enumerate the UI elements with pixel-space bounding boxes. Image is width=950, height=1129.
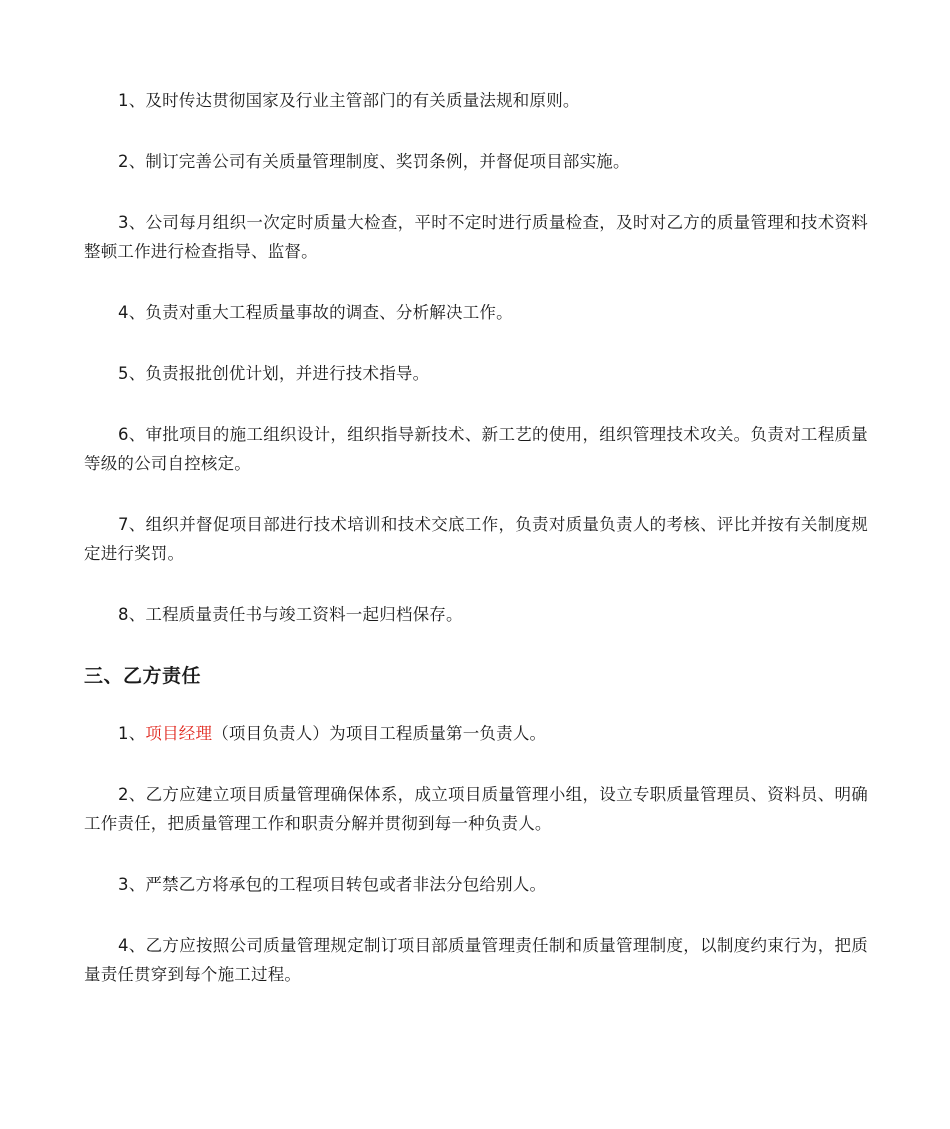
paragraph-7: 7、组织并督促项目部进行技术培训和技术交底工作，负责对质量负责人的考核、评比并按有关制度规定进行奖罚。 [84,515,868,563]
party-b-item-1 [84,719,868,748]
section-heading: 三、乙方责任 [84,665,202,687]
item1-prefix: 1、 [118,724,146,743]
document-page [84,86,868,1021]
paragraph-3: 3、公司每月组织一次定时质量大检查，平时不定时进行质量检查，及时对乙方的质量管理和技术资料整顿工作进行检查指导、监督。 [84,213,868,261]
paragraph-1: 1、及时传达贯彻国家及行业主管部门的有关质量法规和原则。 [118,91,580,110]
item1-suffix: （项目负责人）为项目工程质量第一负责人。 [212,724,547,743]
party-b-item-2: 2、乙方应建立项目质量管理确保体系，成立项目质量管理小组，设立专职质量管理员、资料员、明确工作责任，把质量管理工作和职责分解并贯彻到每一种负责人。 [84,785,868,833]
project-manager-highlight: 项目经理 [145,724,213,743]
paragraph-2: 2、制订完善公司有关质量管理制度、奖罚条例，并督促项目部实施。 [118,152,630,171]
paragraph-6: 6、审批项目的施工组织设计，组织指导新技术、新工艺的使用，组织管理技术攻关。负责对工程质量等级的公司自控核定。 [84,425,868,473]
party-b-item-3: 3、严禁乙方将承包的工程项目转包或者非法分包给别人。 [118,875,547,894]
paragraph-4: 4、负责对重大工程质量事故的调查、分析解决工作。 [118,303,513,322]
paragraph-8: 8、工程质量责任书与竣工资料一起归档保存。 [118,605,463,624]
party-b-item-4: 4、乙方应按照公司质量管理规定制订项目部质量管理责任制和质量管理制度，以制度约束行为，把质量责任贯穿到每个施工过程。 [84,936,868,984]
paragraph-5: 5、负责报批创优计划，并进行技术指导。 [118,364,430,383]
